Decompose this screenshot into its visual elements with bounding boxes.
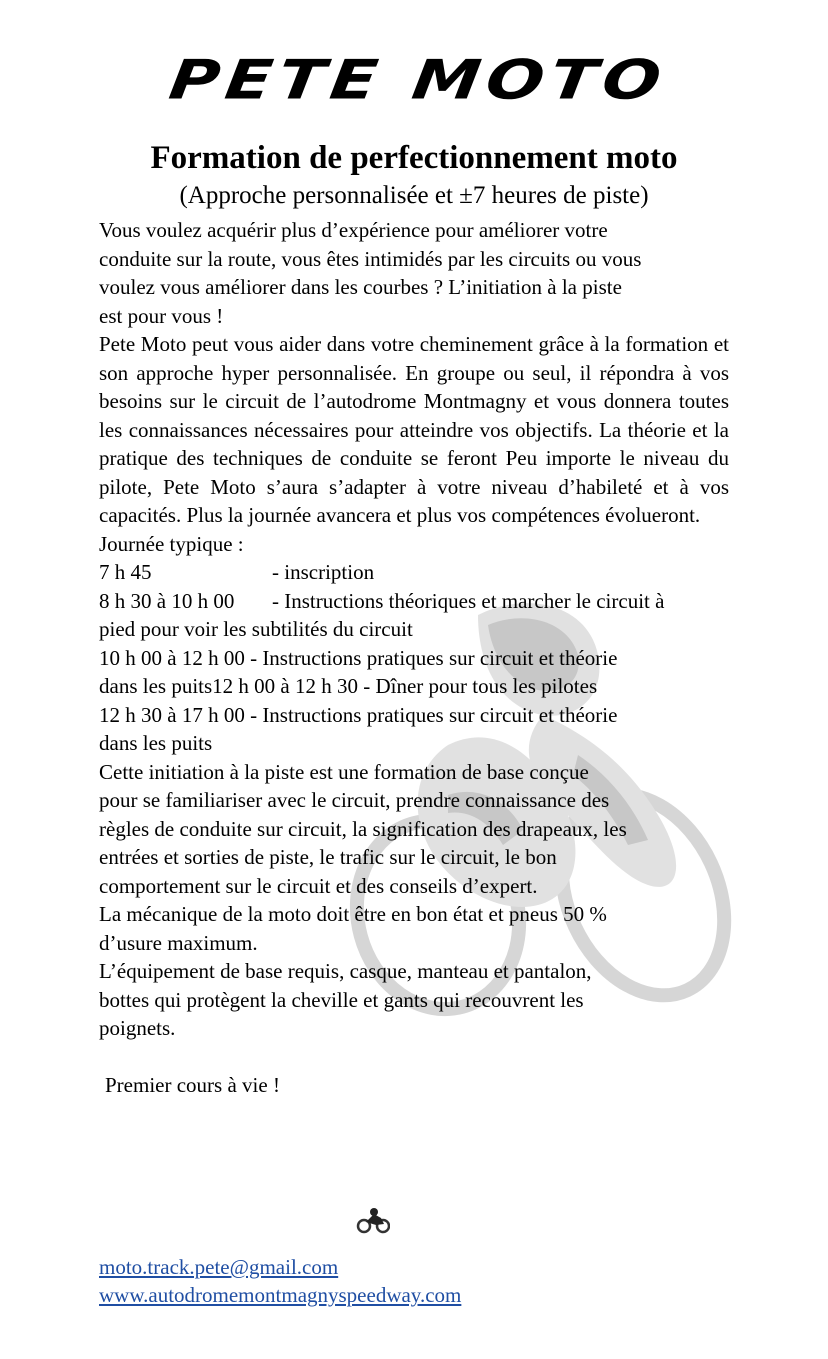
schedule-row-inscription: [99, 558, 729, 587]
intro-line: conduite sur la route, vous êtes intimidés par les circuits ou vous: [99, 246, 642, 271]
page-subtitle: (Approche personnalisée et ±7 heures de piste): [179, 182, 649, 209]
intro-line: est pour vous !: [99, 303, 224, 328]
email-link[interactable]: moto.track.pete@gmail.com: [99, 1255, 339, 1279]
closing-line: Premier cours à vie !: [105, 1073, 280, 1097]
schedule-line: dans les puits: [99, 731, 213, 755]
page-title: Formation de perfectionnement moto: [150, 140, 678, 176]
initiation-line: comportement sur le circuit et des conseils d’expert.: [99, 873, 538, 898]
mechanics-line: La mécanique de la moto doit être en bon état et pneus 50 %: [99, 902, 607, 926]
schedule-activity: - inscription: [272, 560, 375, 584]
schedule-line: 10 h 00 à 12 h 00 - Instructions pratiques sur circuit et théorie: [99, 645, 618, 670]
motorcycle-icon: [356, 1206, 390, 1234]
initiation-line: règles de conduite sur circuit, la signification des drapeaux, les: [99, 816, 627, 841]
intro-line: voulez vous améliorer dans les courbes ? L’initiation à la piste: [99, 275, 622, 299]
website-link[interactable]: www.autodromemontmagnyspeedway.com: [99, 1283, 462, 1307]
schedule-time: 8 h 30 à 10 h 00: [99, 588, 235, 613]
equipment-line: poignets.: [99, 1016, 176, 1040]
schedule-row-theory: [99, 587, 729, 616]
initiation-line: Cette initiation à la piste est une formation de base conçue: [99, 759, 589, 784]
equipment-line: L’équipement de base requis, casque, manteau et pantalon,: [99, 959, 592, 983]
schedule-line: pied pour voir les subtilités du circuit: [99, 617, 413, 641]
contact-links: [99, 1253, 461, 1309]
blank-line: [99, 1043, 729, 1072]
schedule-line: dans les puits12 h 00 à 12 h 30 - Dîner pour tous les pilotes: [99, 674, 598, 698]
schedule-activity: - Instructions théoriques et marcher le circuit à: [272, 588, 665, 613]
schedule-heading: Journée typique :: [99, 531, 244, 556]
intro-line: Vous voulez acquérir plus d’expérience pour améliorer votre: [99, 218, 608, 242]
presentation-paragraph: Pete Moto peut vous aider dans votre cheminement grâce à la formation et son approche hyper personnalisée. En groupe ou seul, il répondra à vos besoins sur le circuit de l’autodrome Montmagny et vous donnera toutes les connaissances nécessaires pour atteindre vos objectifs. La théorie et la pratique des techniques de conduite se feront Peu importe le niveau du pilote, Pete Moto s’aura s’adapter à votre niveau d’habileté et à vos capacités. Plus la journée avancera et plus vos compétences évolueront.: [99, 332, 729, 527]
equipment-line: bottes qui protègent la cheville et gants qui recouvrent les: [99, 987, 584, 1012]
mechanics-line: d’usure maximum.: [99, 930, 258, 955]
initiation-line: pour se familiariser avec le circuit, prendre connaissance des: [99, 788, 610, 812]
pete-moto-logo: PETE MOTO: [165, 49, 671, 113]
initiation-line: entrées et sorties de piste, le trafic sur le circuit, le bon: [99, 845, 557, 869]
schedule-line: 12 h 30 à 17 h 00 - Instructions pratiques sur circuit et théorie: [99, 702, 618, 727]
schedule-time: 7 h 45: [99, 560, 152, 584]
main-content: [99, 216, 729, 1100]
